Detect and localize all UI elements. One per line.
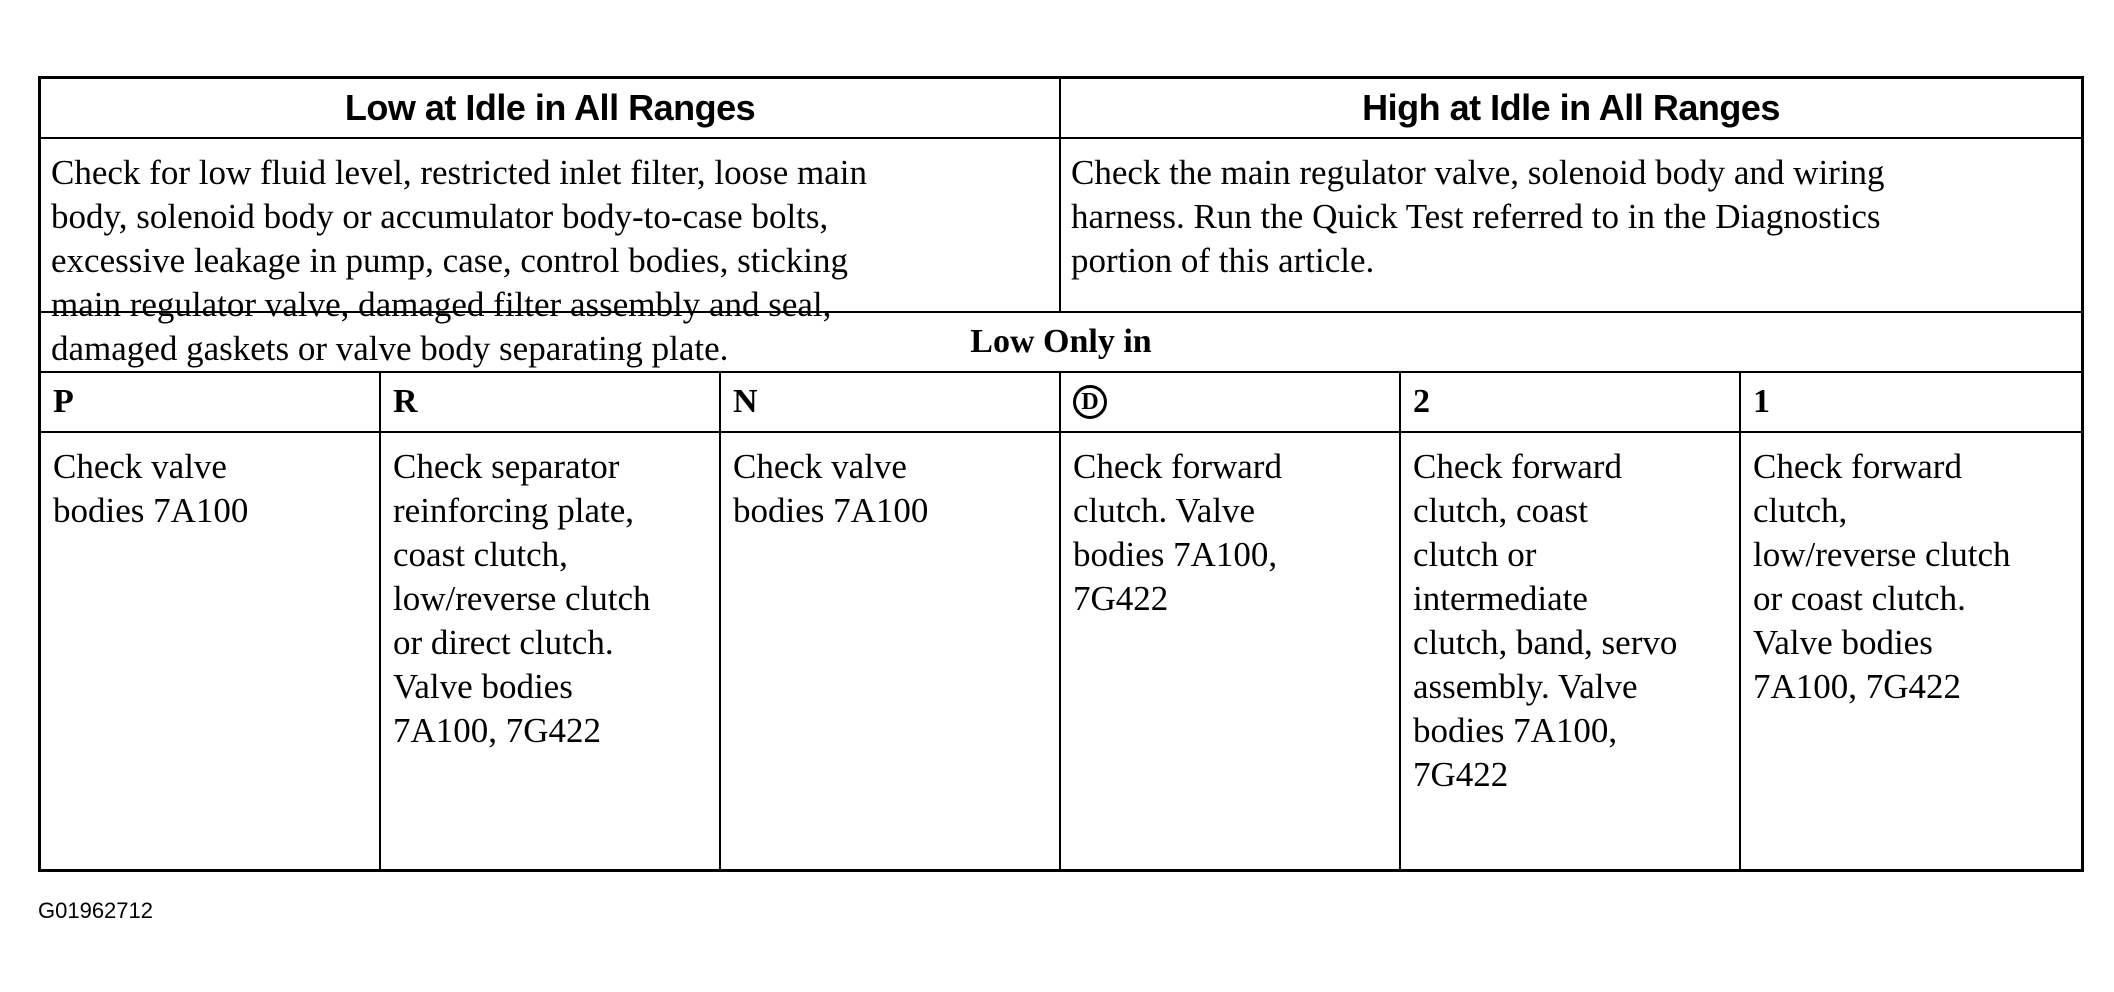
range-p (41, 373, 381, 433)
low-only-in-header (41, 313, 2081, 373)
range-label: R (393, 383, 418, 420)
range-d-circled-icon: D (1073, 385, 1107, 419)
range-label: N (733, 383, 758, 420)
range-2-text: Check forward clutch, coast clutch or intermediate clutch, band, servo assembly. Valve bodies 7A100, 7G422 (1401, 433, 1741, 869)
high-idle-all-title: High at Idle in All Ranges (1362, 87, 1780, 128)
range-n (721, 373, 1061, 433)
range-p-text: Check valve bodies 7A100 (41, 433, 381, 869)
range-1 (1741, 373, 2081, 433)
range-r (381, 373, 721, 433)
low-idle-all-text: Check for low fluid level, restricted inlet filter, loose main body, solenoid body or accumulator body-to-case bolts, excessive leakage in pump, case, control bodies, sticking main regulator valve, damaged filter assembly and seal, damaged gaskets or valve body separating plate. (41, 139, 1061, 313)
low-only-in-title: Low Only in (970, 323, 1152, 360)
high-idle-all-text: Check the main regulator valve, solenoid body and wiring harness. Run the Quick Test referred to in the Diagnostics portion of this article. (1061, 139, 2081, 313)
range-n-text: Check valve bodies 7A100 (721, 433, 1061, 869)
range-1-text: Check forward clutch, low/reverse clutch or coast clutch. Valve bodies 7A100, 7G422 (1753, 447, 2011, 706)
range-label: 1 (1753, 383, 1770, 420)
range-r-text: Check separator reinforcing plate, coast clutch, low/reverse clutch or direct clutch. Valve bodies 7A100, 7G422 (381, 433, 721, 869)
range-2 (1401, 373, 1741, 433)
range-label: 2 (1413, 383, 1430, 420)
high-idle-all-header (1061, 79, 2081, 139)
diagnosis-table (38, 76, 2084, 872)
low-idle-all-header (41, 79, 1061, 139)
figure-id: G01962712 (38, 898, 153, 923)
range-d (1061, 373, 1401, 433)
range-label: P (53, 383, 74, 420)
range-d-text: Check forward clutch. Valve bodies 7A100, 7G422 (1061, 433, 1401, 869)
low-idle-all-title: Low at Idle in All Ranges (344, 87, 756, 128)
